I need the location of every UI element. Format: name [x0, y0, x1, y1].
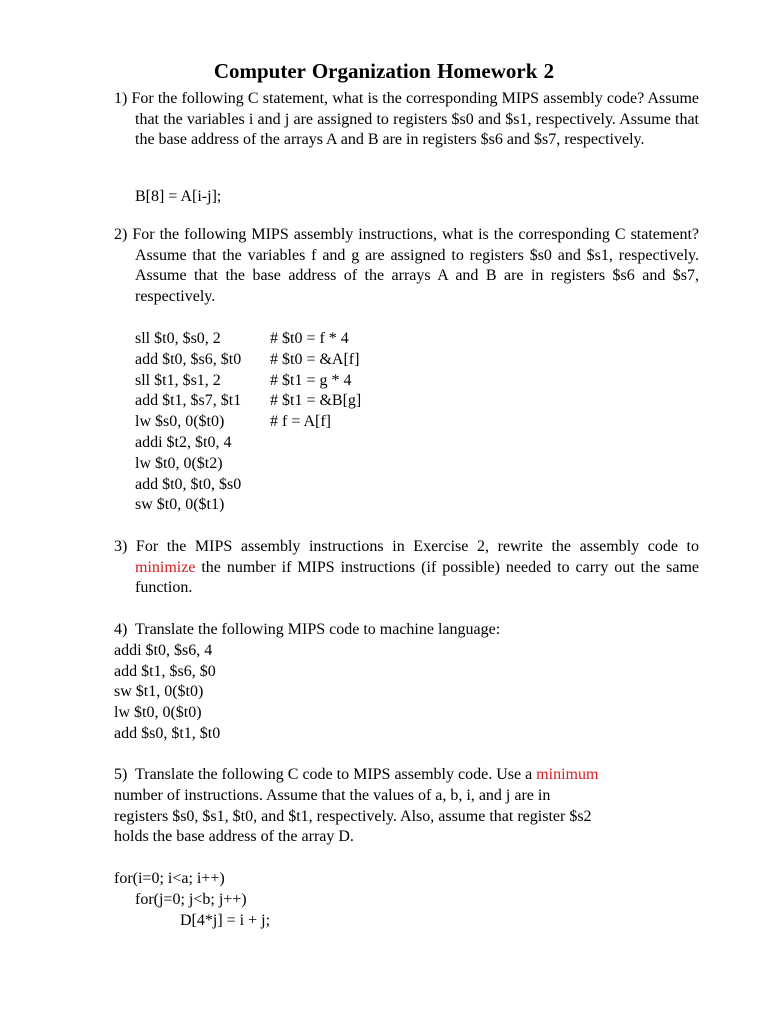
- question-5-code-block: [114, 869, 270, 931]
- question-3-text: [114, 537, 699, 599]
- instruction: add $t0, $t0, $s0: [135, 475, 242, 493]
- instruction: sll $t0, $s0, 2: [135, 330, 221, 347]
- code-line: addi $t0, $s6, 4: [114, 641, 213, 659]
- instruction: sll $t1, $s1, 2: [135, 371, 221, 389]
- question-3-text-end: the number if MIPS instructions (if possible) needed to carry out the same function.: [135, 558, 699, 596]
- instruction: addi $t2, $t0, 4: [135, 433, 232, 451]
- question-5-block: [114, 765, 598, 848]
- code-line: add $t1, $s6, $0: [114, 662, 216, 680]
- question-4-block: [114, 620, 500, 745]
- question-5-line-3: registers $s0, $s1, $t0, and $t1, respectively. Also, assume that register $s2: [114, 807, 592, 825]
- code-line: sw $t1, 0($t0): [114, 683, 204, 701]
- comment: # $t1 = g * 4: [270, 371, 352, 389]
- comment: # f = A[f]: [270, 413, 332, 431]
- comment: # $t0 = &A[f]: [270, 350, 360, 368]
- instruction: lw $s0, 0($t0): [135, 413, 225, 431]
- page-title: Computer Organization Homework 2: [213, 59, 555, 83]
- question-5-line-1: [114, 765, 598, 786]
- comment: # $t0 = f * 4: [270, 330, 349, 347]
- code-line: for(i=0; i<a; i++): [114, 870, 225, 887]
- code-line: D[4*j] = i + j;: [180, 911, 271, 929]
- code-line: add $s0, $t1, $t0: [114, 724, 221, 742]
- question-5-line-2: number of instructions. Assume that the values of a, b, i, and j are in: [114, 786, 551, 804]
- code-line: lw $t0, 0($t0): [114, 704, 202, 722]
- instruction: add $t1, $s7, $t1: [135, 392, 242, 410]
- question-4-text: 4) Translate the following MIPS code to machine language:: [114, 621, 501, 638]
- instruction: sw $t0, 0($t1): [135, 496, 225, 514]
- question-5-highlight: minimum: [536, 766, 599, 783]
- instruction: add $t0, $s6, $t0: [135, 350, 242, 368]
- question-5-text-start: 5) Translate the following C code to MIPS assembly code. Use a: [114, 766, 537, 783]
- question-3-highlight: minimize: [135, 558, 196, 576]
- question-2-text: 2) For the following MIPS assembly instructions, what is the corresponding C statement? Assume that the variables f and g are assigned to registers $s0 and $s1, respectively. Assume that the base address of the arrays A and B are in registers $s6 and $s7, respectively.: [114, 226, 699, 305]
- question-5-line-4: holds the base address of the array D.: [114, 828, 354, 846]
- comment: # $t1 = &B[g]: [270, 392, 362, 410]
- question-3-text-start: 3) For the MIPS assembly instructions in Exercise 2, rewrite the assembly code to: [114, 538, 699, 555]
- code-line: for(j=0; j<b; j++): [135, 890, 247, 908]
- question-1-statement: B[8] = A[i-j];: [135, 188, 222, 205]
- question-1-text: 1) For the following C statement, what is the corresponding MIPS assembly code? Assume that the variables i and j are assigned to registers $s0 and $s1, respectively. Assume that the base address of the arrays A and B are in registers $s6 and $s7, respectively.: [114, 90, 699, 148]
- instruction: lw $t0, 0($t2): [135, 454, 223, 472]
